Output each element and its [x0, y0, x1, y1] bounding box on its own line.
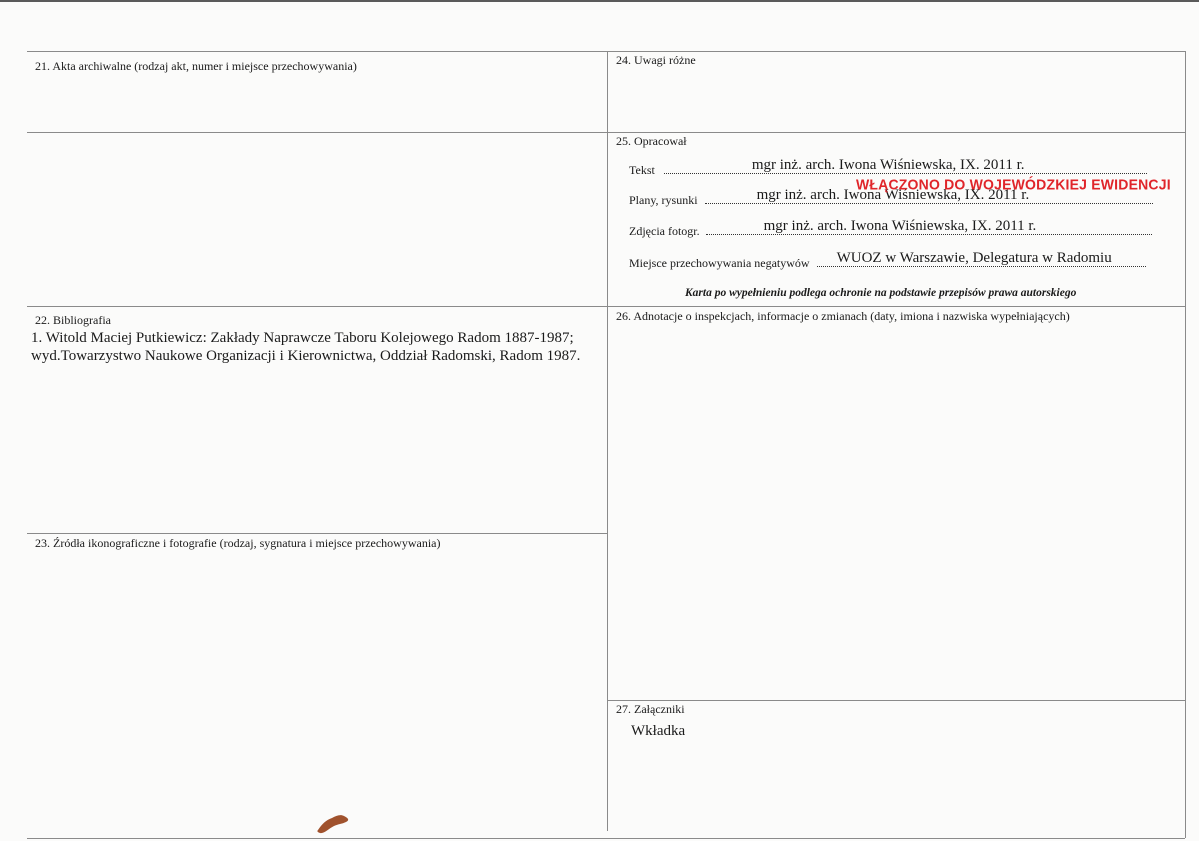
- row-plany-value: mgr inż. arch. Iwona Wiśniewska, IX. 2011 r.: [756, 187, 1030, 203]
- bibliography-entry-line-1: 1. Witold Maciej Putkiewicz: Zakłady Naprawcze Taboru Kolejowego Radom 1887-1987;: [31, 330, 574, 346]
- section-26-label: 26. Adnotacje o inspekcjach, informacje o zmianach (daty, imiona i nazwiska wypełniających): [616, 309, 1070, 323]
- copyright-note: Karta po wypełnieniu podlega ochronie na podstawie przepisów prawa autorskiego: [685, 287, 1077, 299]
- row-zdjecia: [629, 218, 1152, 239]
- row-negatywy-label: Miejsce przechowywania negatywów: [629, 256, 810, 270]
- top-edge-strip: [0, 0, 1199, 2]
- column-divider: [607, 51, 608, 831]
- divider-bottom: [27, 838, 1185, 839]
- divider-22-top: [27, 306, 1185, 307]
- row-zdjecia-label: Zdjęcia fotogr.: [629, 224, 700, 238]
- section-23-label: 23. Źródła ikonograficzne i fotografie (rodzaj, sygnatura i miejsce przechowywania): [35, 536, 441, 550]
- paper-stain: [316, 812, 352, 834]
- section-27-label: 27. Załączniki: [616, 702, 685, 716]
- divider-top: [27, 51, 1185, 52]
- row-tekst-label: Tekst: [629, 163, 655, 177]
- row-negatywy-value: WUOZ w Warszawie, Delegatura w Radomiu: [836, 250, 1112, 266]
- divider-21-bottom: [27, 132, 1185, 133]
- stamp: WŁĄCZONO DO WOJEWÓDZKIEJ EWIDENCJI: [856, 175, 1171, 193]
- bibliography-entry-line-2: wyd.Towarzystwo Naukowe Organizacji i Kierownictwa, Oddział Radomski, Radom 1987.: [31, 348, 581, 364]
- row-zdjecia-value: mgr inż. arch. Iwona Wiśniewska, IX. 2011 r.: [763, 218, 1037, 234]
- row-plany: [629, 187, 1153, 208]
- section-22-label: 22. Bibliografia: [35, 313, 111, 327]
- section-24-label: 24. Uwagi różne: [616, 53, 696, 67]
- right-edge-line: [1185, 51, 1186, 838]
- section-25-label: 25. Opracował: [616, 134, 687, 148]
- divider-23-top: [27, 533, 607, 534]
- attachments-value: Wkładka: [631, 723, 686, 739]
- section-21-label: 21. Akta archiwalne (rodzaj akt, numer i miejsce przechowywania): [35, 59, 357, 73]
- row-tekst-value: mgr inż. arch. Iwona Wiśniewska, IX. 2011 r.: [751, 157, 1025, 173]
- divider-27-top: [607, 700, 1185, 701]
- row-plany-label: Plany, rysunki: [629, 193, 698, 207]
- row-negatywy: [629, 250, 1146, 271]
